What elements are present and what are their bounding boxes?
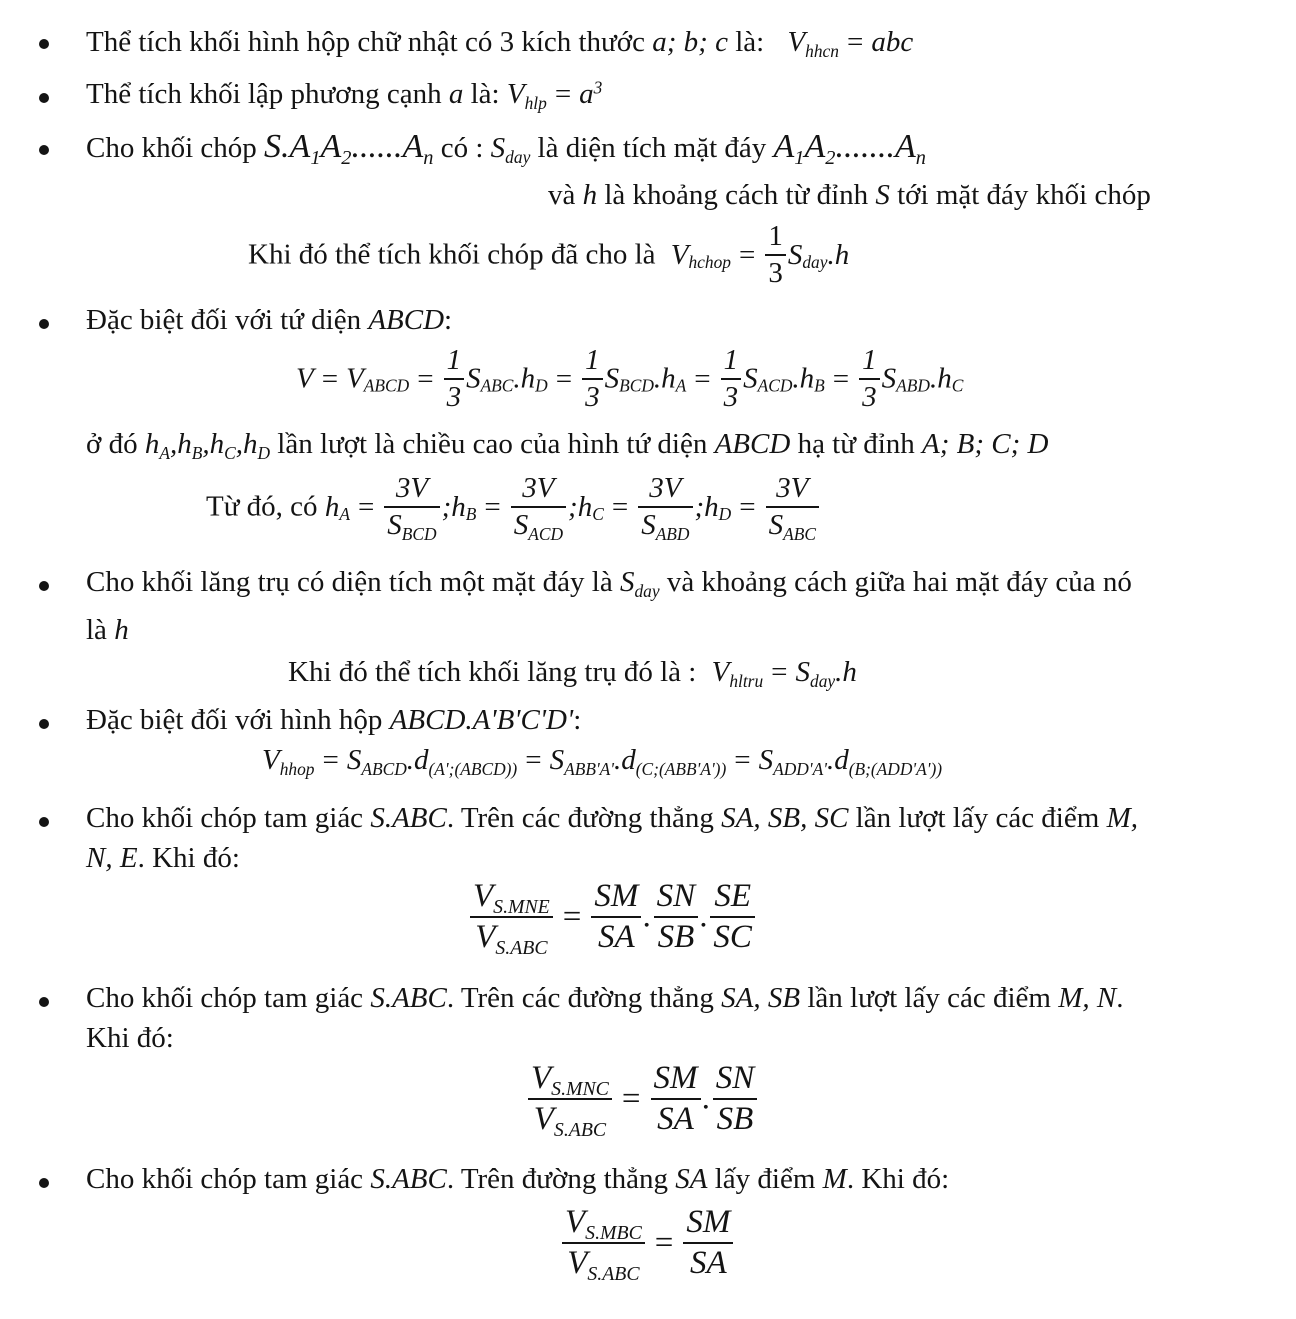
item-ratio-two: Cho khối chóp tam giác S.ABC. Trên các đường thẳng SA, SB lần lượt lấy các điểm M, N. xyxy=(86,982,1124,1014)
formula-prism-volume: $V_{hltru} = S_{day}.h$ xyxy=(711,656,857,692)
formula-cube-volume: $V_{hlp} = a^3$ xyxy=(506,77,603,114)
formula-ratio-one: $\frac{V_{S.MBC}}{V_{S.ABC}}$ = $\frac{SM}{SA}$ xyxy=(560,1206,735,1280)
item-prism-line2: là h xyxy=(86,614,129,646)
bullet-icon xyxy=(39,145,49,155)
bullet-icon xyxy=(39,39,49,49)
pyramid-volume-line: Khi đó thể tích khối chóp đã cho là $V_{hchop}$ = $\frac{1}{3}$ $S_{day}.h$ xyxy=(248,220,850,289)
formula-box-volume: $V_{hhcn}$ = abc xyxy=(787,26,914,62)
bullet-icon xyxy=(39,719,49,729)
pyramid-base: $A_1A_2.......A_n$ xyxy=(773,128,926,170)
formula-pyramid-volume: $V_{hchop}$ = $\frac{1}{3}$ $S_{day}.h$ xyxy=(670,220,850,289)
item-ratio-three-line2: N, E. Khi đó: xyxy=(86,842,240,874)
item-pyramid: Cho khối chóp $S.A_1A_2......A_n$ có : $S_{day}$ là diện tích mặt đáy $A_1A_2.......A_n$ xyxy=(86,128,926,170)
item-ratio-two-line2: Khi đó: xyxy=(86,1022,174,1054)
bullet-icon xyxy=(39,997,49,1007)
pyramid-name: $S.A_1A_2......A_n$ xyxy=(264,128,434,170)
item-parallelepiped: Đặc biệt đối với hình hộp ABCD.A'B'C'D': xyxy=(86,704,582,736)
tetrahedron-heights-note: ở đó $h_A,h_B,h_C,h_D$ lần lượt là chiều cao của hình tứ diện ABCD hạ từ đỉnh A; B; C; D xyxy=(86,428,1049,464)
item-box-volume: Thể tích khối hình hộp chữ nhật có 3 kích thước a; b; c là: $V_{hhcn}$ = abc xyxy=(86,26,914,62)
item-cube-volume: Thể tích khối lập phương cạnh a là: $V_{hlp} = a^3$ xyxy=(86,77,603,114)
item-tetrahedron: Đặc biệt đối với tứ diện ABCD: xyxy=(86,304,453,336)
bullet-icon xyxy=(39,581,49,591)
bullet-icon xyxy=(39,817,49,827)
pyramid-height-line: và h là khoảng cách từ đỉnh S tới mặt đáy khối chóp xyxy=(548,179,1151,211)
formula-tetrahedron-volume: $V = V_{ABCD}$ = $\frac{1}{3}$ $S_{ABC}.h_D$ = $\frac{1}{3}$ $S_{BCD}.h_A$ = $\frac{1}{3}$ $S_{ACD}.h_B$ = $\frac{1}{3}$ $S_{ABD}.h_C$ xyxy=(296,344,964,413)
bullet-icon xyxy=(39,1178,49,1188)
formula-parallelepiped-volume: $V_{hhop} = S_{ABCD}.d_{(A';(ABCD))} = S_{ABB'A'}.d_{(C;(ABB'A'))} = S_{ADD'A'}.d_{(B;(ADD'A'))}$ xyxy=(262,744,943,780)
prism-volume-line: Khi đó thể tích khối lăng trụ đó là : $V_{hltru} = S_{day}.h$ xyxy=(288,656,857,692)
bullet-icon xyxy=(39,93,49,103)
item-prism: Cho khối lăng trụ có diện tích một mặt đáy là $S_{day}$ và khoảng cách giữa hai mặt đáy của nó xyxy=(86,566,1132,602)
bullet-icon xyxy=(39,319,49,329)
tetrahedron-heights-formula: Từ đó, có $h_A$ = $\frac{3V}{S_{BCD}}$ $;h_B$ = $\frac{3V}{S_{ACD}}$ $;h_C$ = $\frac{3V}{S_{ABD}}$ $;h_D$ = $\frac{3V}{S_{ABC}}$ xyxy=(206,474,821,540)
formula-ratio-three: $\frac{V_{S.MNE}}{V_{S.ABC}}$ = $\frac{SM}{SA}$ . $\frac{SN}{SB}$ . $\frac{SE}{SC}$ xyxy=(468,880,757,954)
item-ratio-one: Cho khối chóp tam giác S.ABC. Trên đường thẳng SA lấy điểm M. Khi đó: xyxy=(86,1163,950,1195)
item-ratio-three: Cho khối chóp tam giác S.ABC. Trên các đường thẳng SA, SB, SC lần lượt lấy các điểm M, xyxy=(86,802,1138,834)
formula-ratio-two: $\frac{V_{S.MNC}}{V_{S.ABC}}$ = $\frac{SM}{SA}$ . $\frac{SN}{SB}$ xyxy=(526,1062,759,1136)
